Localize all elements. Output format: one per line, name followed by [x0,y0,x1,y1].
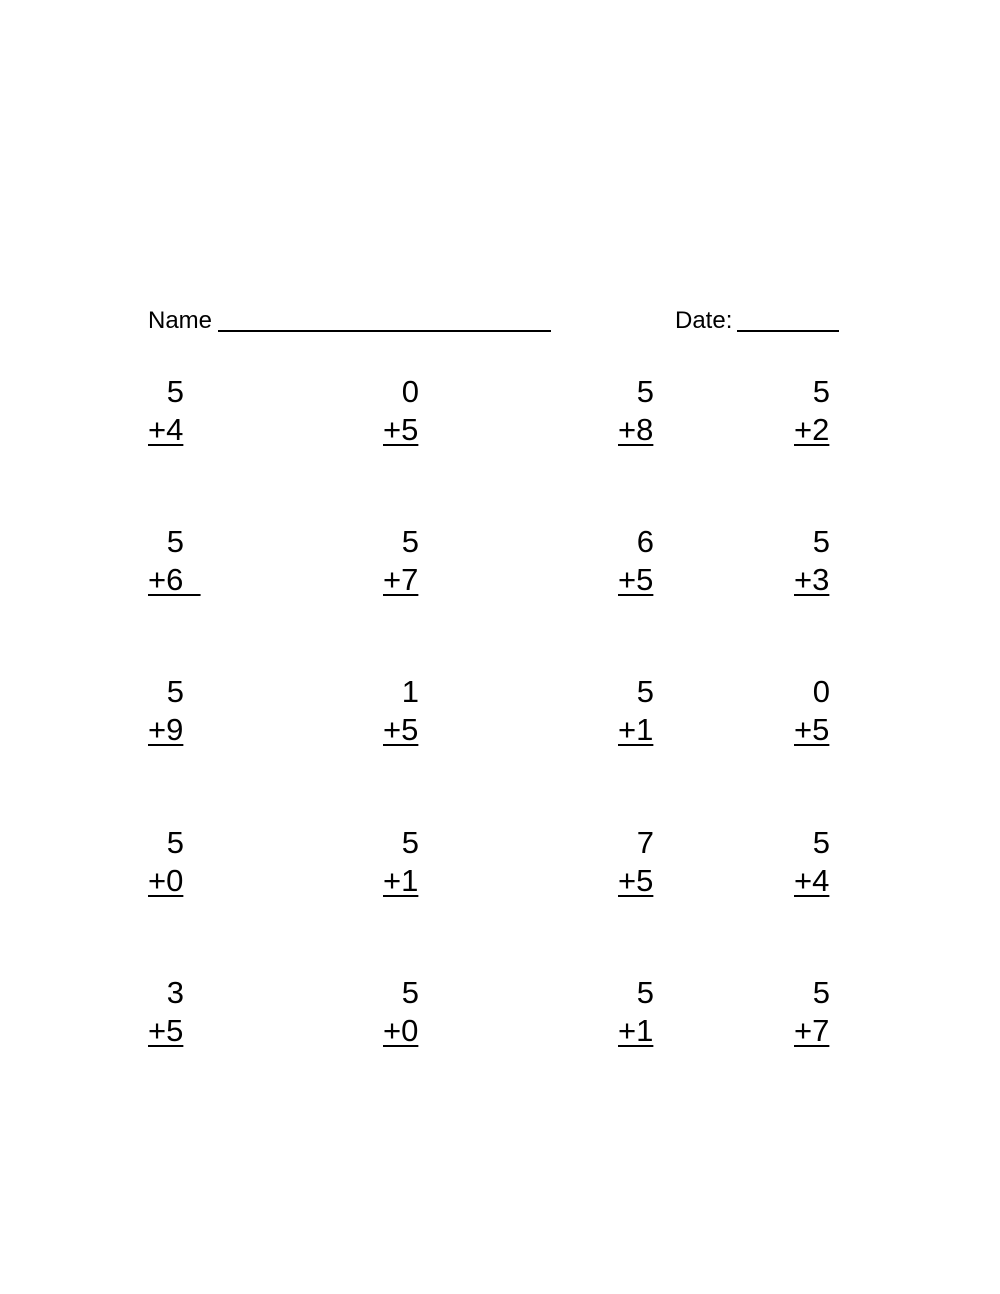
problem-addend-top: 3 [166,975,184,1010]
problem-addend-top: 5 [812,524,830,559]
problem-17 [148,974,184,1050]
name-field-line[interactable] [218,330,551,332]
problem-13 [148,824,184,900]
problem-14 [383,824,419,900]
problem-addend-top: 5 [636,674,654,709]
problem-addend-top: 6 [636,524,654,559]
problem-3 [618,373,654,449]
problem-5 [148,523,201,599]
problem-addend-top: 0 [812,674,830,709]
problem-2 [383,373,419,449]
problem-addend-top: 5 [812,825,830,860]
date-label: Date: [675,307,733,334]
problem-addend-top: 0 [401,374,419,409]
problem-addend-top: 5 [166,374,184,409]
problem-addend-top: 7 [636,825,654,860]
problem-11 [618,673,654,749]
problem-addend-bottom: +5 [618,863,654,898]
problem-addend-bottom: +5 [383,412,419,447]
problem-addend-bottom: +4 [794,863,830,898]
problem-addend-bottom: +1 [618,712,654,747]
problem-addend-top: 5 [166,825,184,860]
problem-addend-top: 5 [166,674,184,709]
problem-10 [383,673,419,749]
problem-addend-bottom: +0 [383,1013,419,1048]
problem-12 [794,673,830,749]
name-label: Name [148,307,213,334]
problem-addend-bottom: +1 [383,863,419,898]
problem-19 [618,974,654,1050]
problem-addend-bottom: +5 [618,562,654,597]
problem-4 [794,373,830,449]
problem-20 [794,974,830,1050]
problem-addend-top: 5 [812,975,830,1010]
problem-addend-bottom: +5 [794,712,830,747]
problem-7 [618,523,654,599]
problem-addend-top: 5 [636,975,654,1010]
problem-1 [148,373,184,449]
problem-addend-top: 1 [401,674,419,709]
problem-addend-top: 5 [401,975,419,1010]
problem-addend-bottom: +6 [148,562,201,597]
problem-6 [383,523,419,599]
problem-8 [794,523,830,599]
problem-addend-bottom: +7 [383,562,419,597]
date-field-line[interactable] [737,330,839,332]
problem-addend-top: 5 [812,374,830,409]
problem-addend-bottom: +5 [383,712,419,747]
problem-addend-top: 5 [401,524,419,559]
problem-addend-bottom: +1 [618,1013,654,1048]
problem-addend-top: 5 [636,374,654,409]
problem-16 [794,824,830,900]
problem-9 [148,673,184,749]
problem-addend-bottom: +0 [148,863,184,898]
problem-addend-bottom: +5 [148,1013,184,1048]
problem-addend-bottom: +4 [148,412,184,447]
problem-addend-bottom: +2 [794,412,830,447]
problem-addend-bottom: +7 [794,1013,830,1048]
problem-addend-bottom: +8 [618,412,654,447]
problem-addend-top: 5 [166,524,184,559]
worksheet-header [148,306,848,336]
problem-addend-bottom: +9 [148,712,184,747]
problem-addend-bottom: +3 [794,562,830,597]
problem-15 [618,824,654,900]
problem-18 [383,974,419,1050]
problem-addend-top: 5 [401,825,419,860]
